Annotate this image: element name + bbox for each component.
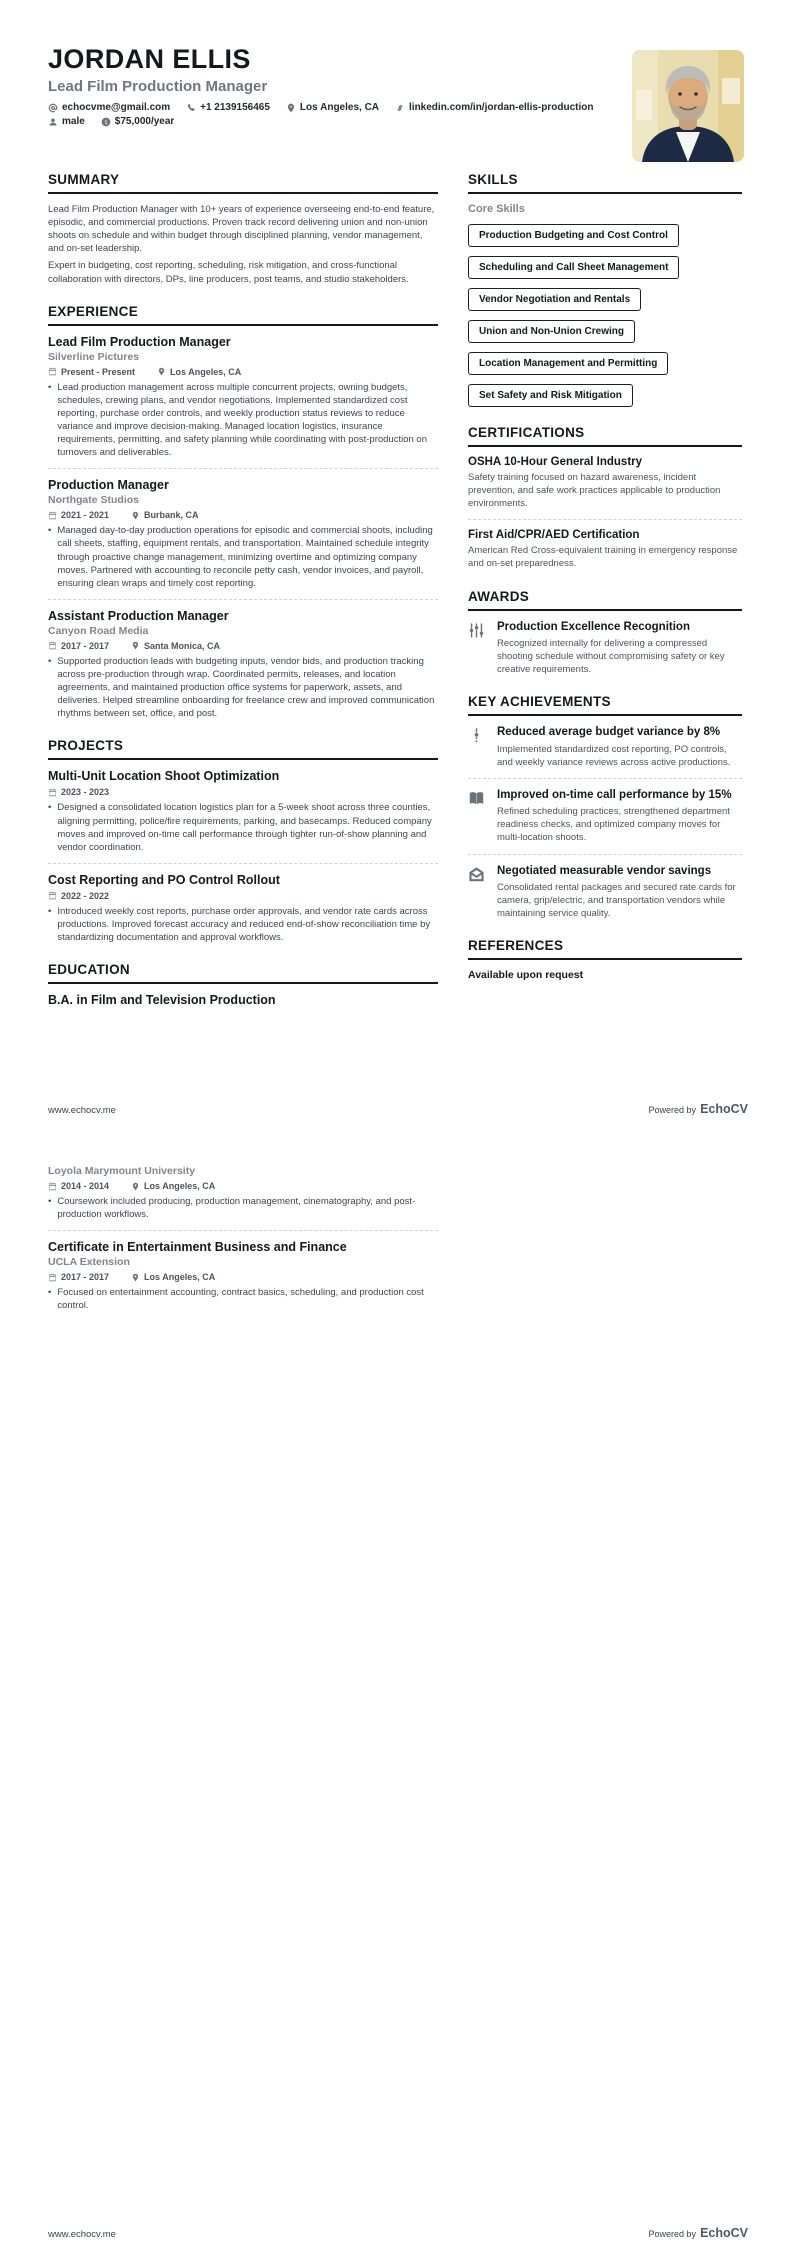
certification-item [468, 529, 742, 570]
degree-title: Certificate in Entertainment Business and Finance [48, 1240, 347, 1255]
awards-heading: AWARDS [468, 589, 742, 611]
achievement-title: Reduced average budget variance by 8% [497, 726, 721, 739]
resume-header [48, 44, 608, 127]
experience-section [48, 304, 438, 721]
education-meta [48, 1181, 438, 1191]
skills-group-label: Core Skills [468, 203, 525, 215]
certification-desc: Safety training focused on hazard awareness, incident prevention, and safe work practices applicable to production environments. [468, 472, 721, 510]
education-meta [48, 1272, 438, 1282]
project-item [48, 769, 438, 853]
contact-salary: $75,000/year [101, 116, 175, 127]
left-column [48, 172, 438, 1025]
bullet-marker [48, 801, 51, 853]
calendar-icon [48, 891, 57, 900]
location-pin-icon [131, 511, 140, 520]
skill-tag: Union and Non-Union Crewing [468, 320, 635, 343]
person-icon [48, 117, 58, 127]
contact-location: Los Angeles, CA [286, 102, 379, 113]
open-envelope-icon [468, 866, 485, 883]
job-location: Santa Monica, CA [131, 641, 220, 651]
footer-site-link[interactable]: www.echocv.me [48, 1105, 116, 1116]
bullet-marker [48, 655, 51, 721]
location-pin-icon [131, 1182, 140, 1191]
item-divider [48, 863, 438, 864]
job-title: Production Manager [48, 478, 169, 493]
skill-tag: Set Safety and Risk Mitigation [468, 384, 633, 407]
bullet-marker [48, 524, 51, 590]
skill-tag: Location Management and Permitting [468, 352, 668, 375]
item-divider [468, 854, 742, 855]
powered-by: Powered by EchoCV [648, 1102, 748, 1116]
award-item [468, 620, 742, 677]
contact-email[interactable]: echocvme@gmail.com [48, 102, 170, 113]
achievement-body [497, 725, 742, 769]
job-bullet: • Managed day-to-day production operations for episodic and commercial shoots, including call sheets, staffing, equipment rentals, and transportation. Maintained schedule integrity through proactive change management, minimizing overtime and optimizing company moves. Partnered with accounting to reconcile petty cash, vendor invoices, and payroll, ensuring clean wraps and timely cost reporting. [48, 524, 438, 590]
certifications-section [468, 425, 742, 571]
link-icon [395, 103, 405, 113]
summary-paragraph-1: Lead Film Production Manager with 10+ years of experience overseeing end-to-end feature, episodic, and commercial productions. Proven track record delivering union and non-union shoots on schedule and within budget through disciplined planning, vendor management, and on-set leadership. [48, 204, 435, 255]
education-item [48, 1165, 438, 1221]
projects-heading: PROJECTS [48, 738, 438, 760]
education-bullet: • Coursework included producing, production management, cinematography, and post-production workflows. [48, 1195, 438, 1221]
calendar-icon [48, 511, 57, 520]
powered-by: Powered by EchoCV [648, 2226, 748, 2240]
location-pin-icon [131, 641, 140, 650]
project-meta [48, 891, 438, 901]
projects-section [48, 738, 438, 944]
education-heading: EDUCATION [48, 962, 438, 984]
education-section [48, 962, 438, 1007]
echocv-brand[interactable]: EchoCV [700, 2226, 748, 2240]
job-title: Assistant Production Manager [48, 608, 229, 623]
job-bullet: • Lead production management across multiple concurrent projects, owning budgets, schedules, crewing plans, and vendor negotiations. Implemented standardized cost reporting, purchase order controls, and weekly production status reviews to reduce variance and improve decision-making. Managed location logistics, insurance requirements, permitting, and safety planning while coordinating with post-production on turnovers and deliverables. [48, 381, 438, 460]
contact-row-1 [48, 102, 608, 113]
experience-item [48, 478, 438, 590]
skills-section [468, 172, 742, 407]
project-dates: 2023 - 2023 [48, 787, 109, 797]
contact-linkedin[interactable]: linkedin.com/in/jordan-ellis-production [395, 102, 593, 113]
achievement-body [497, 788, 742, 845]
profile-photo [632, 50, 744, 162]
award-title: Production Excellence Recognition [497, 620, 690, 633]
phone-icon [186, 103, 196, 113]
education-bullet: • Focused on entertainment accounting, contract basics, scheduling, and production cost control. [48, 1286, 438, 1312]
candidate-name: JORDAN ELLIS [48, 44, 251, 74]
project-bullet: • Designed a consolidated location logistics plan for a 5-week shoot across three counties, aligning permitting, police/fire requirements, parking, and basecamps. Reduced company moves and improved on-time call performance through tighter run-of-show planning and vendor coordination. [48, 801, 438, 853]
page2-footer [48, 2224, 748, 2242]
job-dates: 2017 - 2017 [48, 641, 109, 651]
company-name: Canyon Road Media [48, 624, 149, 637]
experience-item [48, 335, 438, 460]
contact-row-2 [48, 116, 608, 127]
candidate-title: Lead Film Production Manager [48, 78, 268, 95]
education-dates: 2017 - 2017 [48, 1272, 109, 1282]
contact-phone[interactable]: +1 2139156465 [186, 102, 270, 113]
achievement-desc: Implemented standardized cost reporting, PO controls, and weekly variance reviews across active productions. [497, 743, 731, 768]
echocv-brand[interactable]: EchoCV [700, 1102, 748, 1116]
achievement-title: Improved on-time call performance by 15% [497, 788, 732, 801]
job-location: Burbank, CA [131, 510, 199, 520]
award-body [497, 620, 742, 677]
experience-heading: EXPERIENCE [48, 304, 438, 326]
project-item [48, 873, 438, 944]
education-item [48, 1240, 438, 1312]
item-divider [48, 468, 438, 469]
references-section [468, 938, 742, 981]
achievement-desc: Consolidated rental packages and secured rate cards for camera, grip/electric, and transportation vendors while maintaining service quality. [497, 881, 736, 920]
project-dates: 2022 - 2022 [48, 891, 109, 901]
bullet-marker [48, 1286, 51, 1312]
calendar-icon [48, 1273, 57, 1282]
calendar-icon [48, 641, 57, 650]
job-bullet: • Supported production leads with budgeting inputs, vendor bids, and production tracking across pre-production through wrap. Coordinated permits, releases, and location agreements, and maintained production office systems for paperwork, assets, and deliveries. Helped streamline onboarding for freelance crew and improved communication rhythms between set, office, and post. [48, 655, 438, 721]
project-bullet: • Introduced weekly cost reports, purchase order approvals, and vendor rate cards across productions. Improved forecast accuracy and reduced end-of-show reconciliation time by standardizing documentation and approval workflows. [48, 905, 438, 944]
calendar-icon [48, 1182, 57, 1191]
item-divider [468, 778, 742, 779]
sliders-icon [468, 622, 485, 639]
right-column [468, 172, 742, 999]
school-name: UCLA Extension [48, 1256, 130, 1269]
references-heading: REFERENCES [468, 938, 742, 960]
achievement-body [497, 864, 742, 921]
achievement-desc: Refined scheduling practices, strengthened department readiness checks, and optimized company moves for multi-location shoots. [497, 806, 730, 844]
achievement-item [468, 788, 742, 845]
job-dates: 2021 - 2021 [48, 510, 109, 520]
location-pin-icon [131, 1273, 140, 1282]
certification-item [468, 456, 742, 510]
education-continued [48, 1163, 438, 1312]
footer-site-link[interactable]: www.echocv.me [48, 2229, 116, 2240]
achievement-item [468, 725, 742, 769]
bullet-marker [48, 905, 51, 944]
company-name: Northgate Studios [48, 494, 139, 507]
item-divider [468, 519, 742, 520]
dollar-circle-icon [101, 117, 111, 127]
experience-item [48, 609, 438, 721]
key-achievements-heading: KEY ACHIEVEMENTS [468, 694, 742, 716]
achievement-title: Negotiated measurable vendor savings [497, 864, 712, 877]
awards-section [468, 589, 742, 677]
education-location: Los Angeles, CA [131, 1272, 215, 1282]
award-desc: Recognized internally for delivering a compressed shooting schedule without compromising safety or key creative requirements. [497, 637, 725, 676]
bullet-marker [48, 1195, 51, 1221]
project-meta [48, 787, 438, 797]
skill-tag: Vendor Negotiation and Rentals [468, 288, 641, 311]
project-title: Multi-Unit Location Shoot Optimization [48, 769, 280, 784]
calendar-icon [48, 367, 57, 376]
item-divider [48, 599, 438, 600]
contact-gender: male [48, 116, 85, 127]
page1-footer [48, 1100, 748, 1118]
skills-heading: SKILLS [468, 172, 742, 194]
education-dates: 2014 - 2014 [48, 1181, 109, 1191]
bullet-marker [48, 381, 51, 460]
job-meta [48, 367, 438, 377]
company-name: Silverline Pictures [48, 350, 140, 363]
project-title: Cost Reporting and PO Control Rollout [48, 872, 280, 887]
job-title: Lead Film Production Manager [48, 334, 231, 349]
summary-section [48, 172, 438, 286]
certification-name: First Aid/CPR/AED Certification [468, 529, 640, 542]
summary-paragraph-2: Expert in budgeting, cost reporting, scheduling, risk mitigation, and cross-functional collaboration with directors, DPs, line producers, post teams, and studio stakeholders. [48, 260, 409, 285]
skill-tag: Scheduling and Call Sheet Management [468, 256, 679, 279]
school-name: Loyola Marymount University [48, 1165, 196, 1177]
calendar-icon [48, 788, 57, 797]
job-meta [48, 641, 438, 651]
location-pin-icon [286, 103, 296, 113]
certifications-heading: CERTIFICATIONS [468, 425, 742, 447]
contact-rows [48, 102, 608, 127]
at-sign-icon [48, 103, 58, 113]
summary-heading: SUMMARY [48, 172, 438, 194]
gauge-slider-icon [468, 727, 485, 744]
key-achievements-section [468, 694, 742, 920]
item-divider [48, 1230, 438, 1231]
certification-desc: American Red Cross-equivalent training in emergency response and on-set preparedness. [468, 545, 738, 570]
degree-title: B.A. in Film and Television Production [48, 993, 276, 1008]
job-meta [48, 510, 438, 520]
achievement-item [468, 864, 742, 921]
portrait-photo-placeholder [632, 50, 744, 162]
certification-name: OSHA 10-Hour General Industry [468, 456, 643, 468]
references-text: Available upon request [468, 969, 584, 982]
open-book-icon [468, 790, 485, 807]
job-location: Los Angeles, CA [157, 367, 241, 377]
location-pin-icon [157, 367, 166, 376]
skill-tag: Production Budgeting and Cost Control [468, 224, 679, 247]
education-location: Los Angeles, CA [131, 1181, 215, 1191]
job-dates: Present - Present [48, 367, 135, 377]
